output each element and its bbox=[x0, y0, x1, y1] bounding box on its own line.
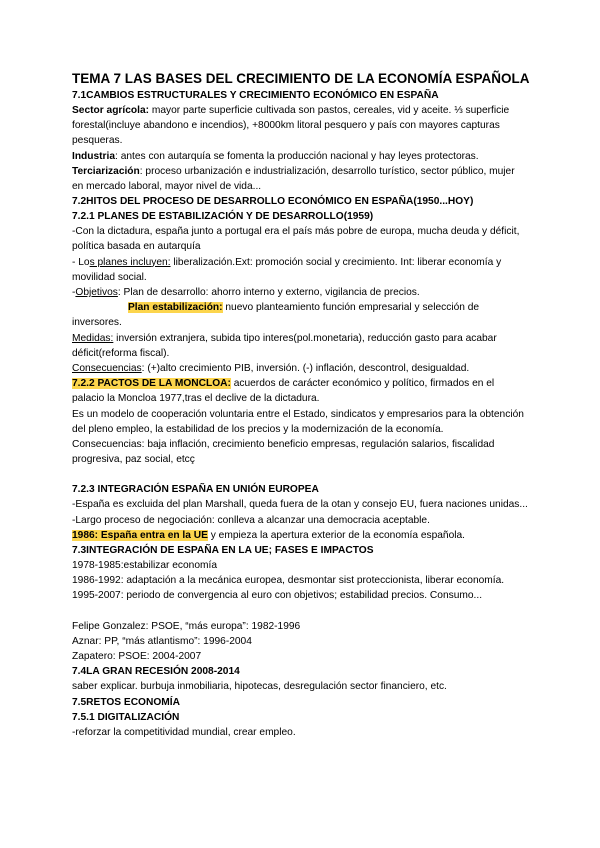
objetivos-label: Objetivos bbox=[75, 287, 118, 299]
objetivos-text: : Plan de desarrollo: ahorro interno y externo, vigilancia de precios. bbox=[117, 287, 420, 299]
paragraph-recesion: saber explicar. burbuja inmobiliaria, hipotecas, desregulación sector financiero, etc. bbox=[72, 681, 447, 693]
paragraph-consecuencias bbox=[72, 361, 528, 376]
heading-7-2: 7.2HITOS DEL PROCESO DE DESARROLLO ECONÓMICO EN ESPAÑA(1950...HOY) bbox=[72, 196, 474, 208]
paragraph-negociacion: -Largo proceso de negociación: conlleva a alcanzar una democracia aceptable. bbox=[72, 514, 430, 526]
paragraph-excluida: -España es excluida del plan Marshall, queda fuera de la otan y consejo EU, fuera naciones unidas... bbox=[72, 499, 528, 511]
planes-prefix: - Lo bbox=[72, 256, 90, 268]
paragraph-moncloa-consecuencias: Consecuencias: baja inflación, crecimiento beneficio empresas, regulación salarios, fiscalidad progresiva, paz social, etcç bbox=[72, 439, 495, 466]
objetivos-prefix: - bbox=[72, 287, 76, 299]
heading-7-2-1: 7.2.1 PLANES DE ESTABILIZACIÓN Y DE DESARROLLO(1959) bbox=[72, 211, 374, 223]
medidas-text: inversión extranjera, subida tipo interes(pol.monetaria), reducción gasto para acabar déficit(reforma fiscal). bbox=[72, 332, 497, 359]
sector-label: Sector agrícola: bbox=[72, 105, 149, 116]
paragraph-sector-agricola bbox=[72, 103, 528, 149]
heading-7-3: 7.3INTEGRACIÓN DE ESPAÑA EN LA UE; FASES E IMPACTOS bbox=[72, 545, 374, 557]
planes-underlined: s planes incluyen: bbox=[89, 256, 171, 268]
industria-text: : antes con autarquía se fomenta la producción nacional y hay leyes protectoras. bbox=[115, 150, 479, 162]
paragraph-dictadura: -Con la dictadura, españa junto a portugal era el país más pobre de europa, mucha deuda y déficit, política basada en autarquía bbox=[72, 226, 520, 253]
terciarizacion-label: Terciarización bbox=[72, 165, 140, 177]
terciarizacion-text: : proceso urbanización e industrialización, desarrollo turístico, sector público, mujer en mercado laboral, mayor nivel de vida... bbox=[72, 165, 515, 193]
heading-7-2-3: 7.2.3 INTEGRACIÓN ESPAÑA EN UNIÓN EUROPEA bbox=[72, 484, 319, 496]
paragraph-planes bbox=[72, 255, 528, 285]
sector-text: mayor parte superficie cultivada son pastos, cereales, vid y aceite. ⅓ superficie forestal(incluye abandono e incendios), +8000km litoral pesquero y país con mayores capturas pesqueras. bbox=[72, 105, 510, 147]
ue-entry-text: y empieza la apertura exterior de la economía española. bbox=[207, 529, 466, 541]
consecuencias-label: Consecuencias bbox=[72, 363, 142, 375]
paragraph-fase-2: 1986-1992: adaptación a la mecánica europea, desmontar sist proteccionista, liberar economía. bbox=[72, 575, 505, 587]
document-title: TEMA 7 LAS BASES DEL CRECIMIENTO DE LA ECONOMÍA ESPAÑOLA bbox=[72, 71, 530, 86]
plan-estabilizacion-text: nuevo planteamiento función empresarial y selección de inversores. bbox=[72, 302, 480, 329]
ue-entry-label: 1986: España entra en la UE bbox=[72, 529, 208, 541]
paragraph-1986 bbox=[72, 528, 528, 543]
paragraph-felipe: Felipe Gonzalez: PSOE, “más europa”: 1982-1996 bbox=[72, 620, 301, 632]
heading-7-5: 7.5RETOS ECONOMÍA bbox=[72, 696, 180, 708]
paragraph-aznar: Aznar: PP, “más atlantismo”: 1996-2004 bbox=[72, 635, 252, 647]
paragraph-terciarizacion bbox=[72, 164, 528, 194]
consecuencias-text: : (+)alto crecimiento PIB, inversión. (-) inflación, descontrol, desigualdad. bbox=[141, 363, 470, 375]
heading-7-1: 7.1CAMBIOS ESTRUCTURALES Y CRECIMIENTO ECONÓMICO EN ESPAÑA bbox=[72, 90, 439, 101]
planes-text: liberalización.Ext: promoción social y crecimiento. Int: liberar economía y movilidad social. bbox=[72, 256, 502, 283]
heading-7-5-1: 7.5.1 DIGITALIZACIÓN bbox=[72, 711, 180, 723]
paragraph-modelo-cooperacion: Es un modelo de cooperación voluntaria entre el Estado, sindicatos y empresarios para la obtención del pleno empleo, la estabilidad de los precios y la modernización de la economía. bbox=[72, 408, 524, 435]
paragraph-objetivos bbox=[72, 285, 528, 300]
paragraph-industria bbox=[72, 149, 528, 164]
heading-7-2-2: 7.2.2 PACTOS DE LA MONCLOA: bbox=[72, 378, 231, 390]
paragraph-fase-1: 1978-1985:estabilizar economía bbox=[72, 560, 217, 572]
industria-label: Industria bbox=[72, 150, 116, 162]
paragraph-fase-3: 1995-2007: periodo de convergencia al euro con objetivos; estabilidad precios. Consumo... bbox=[72, 590, 483, 602]
document-page bbox=[72, 70, 528, 740]
moncloa-text: acuerdos de carácter económico y político, firmados en el palacio la Moncloa 1977,tras el declive de la dictadura. bbox=[72, 378, 495, 405]
paragraph-plan-estabilizacion bbox=[72, 300, 528, 330]
heading-7-4: 7.4LA GRAN RECESIÓN 2008-2014 bbox=[72, 666, 240, 678]
paragraph-zapatero: Zapatero: PSOE: 2004-2007 bbox=[72, 651, 202, 663]
plan-estabilizacion-label: Plan estabilización: bbox=[128, 302, 223, 314]
paragraph-moncloa bbox=[72, 376, 528, 406]
medidas-label: Medidas: bbox=[72, 332, 114, 344]
paragraph-medidas bbox=[72, 331, 528, 361]
paragraph-digitalizacion: -reforzar la competitividad mundial, crear empleo. bbox=[72, 726, 296, 738]
